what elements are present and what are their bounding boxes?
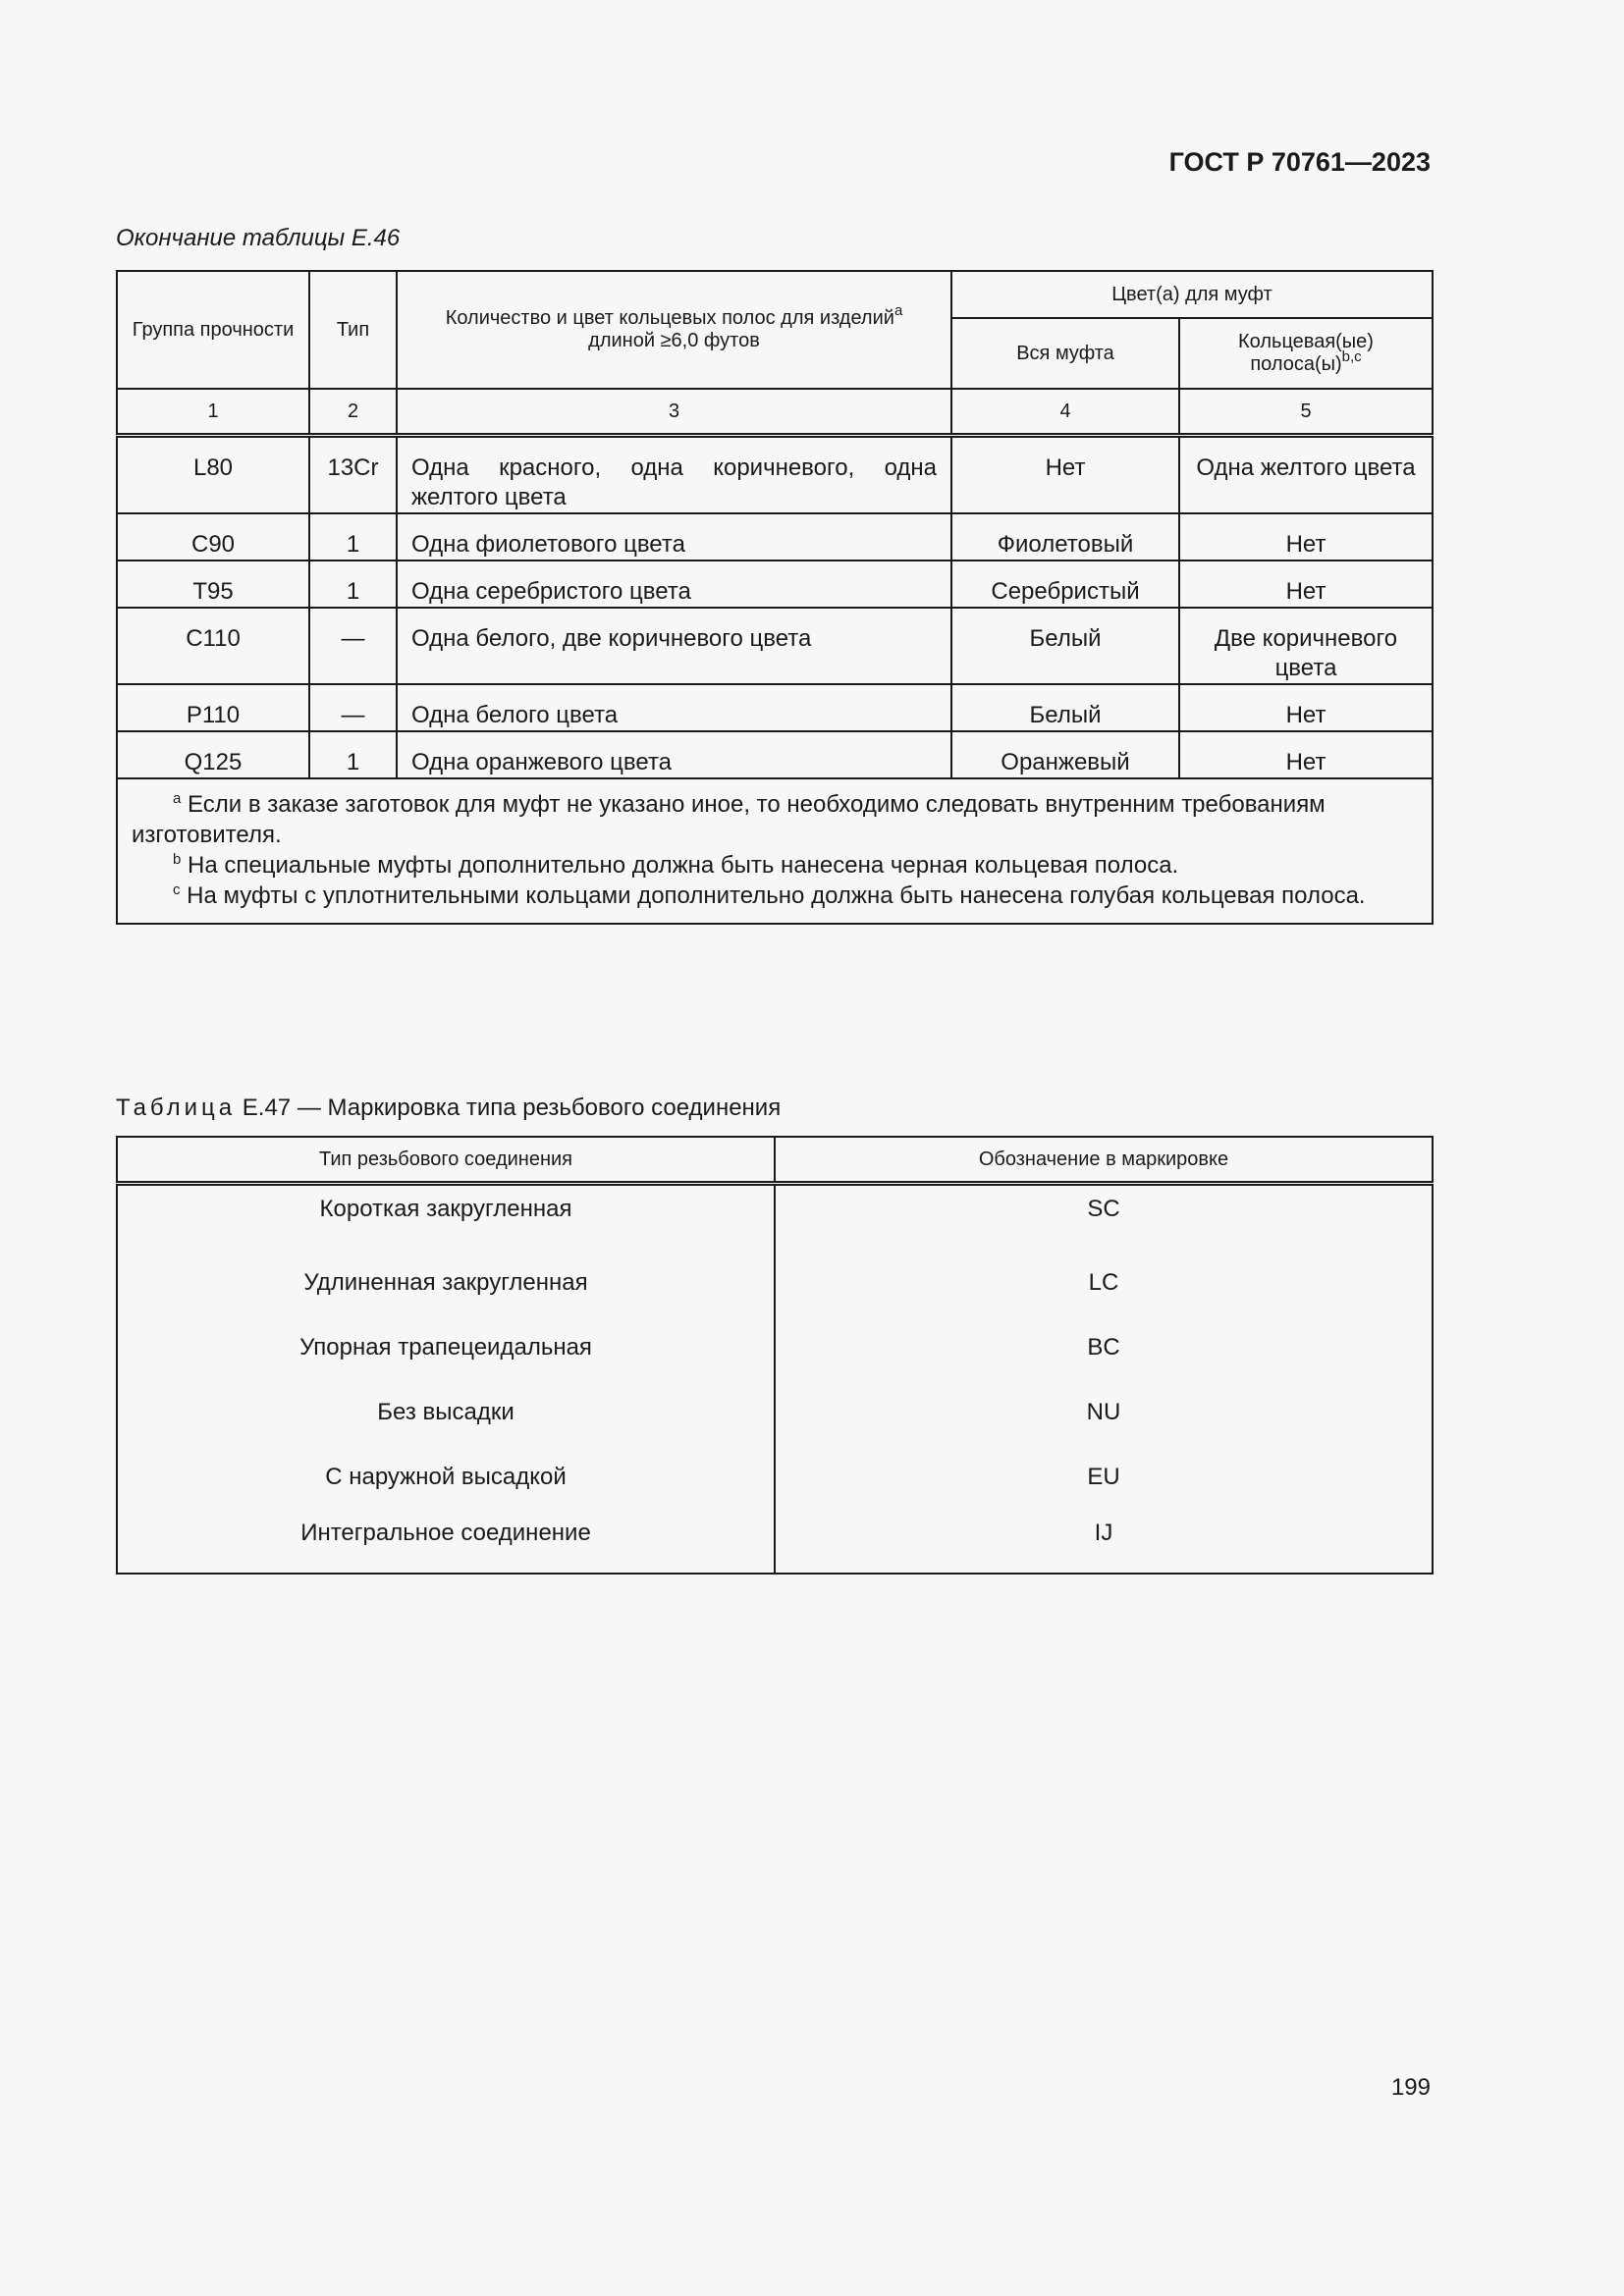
header-thread-type: Тип резьбового соединения (117, 1137, 775, 1184)
table-e47 (116, 1136, 1434, 1575)
footnote-mark: a (173, 790, 182, 807)
column-number: 1 (117, 389, 309, 436)
cell-marking: BC (775, 1315, 1433, 1380)
cell-whole: Белый (951, 608, 1179, 684)
cell-marking: EU (775, 1445, 1433, 1510)
cell-marking: LC (775, 1251, 1433, 1315)
cell-group: L80 (117, 436, 309, 514)
cell-stripes: Одна серебристого цвета (397, 561, 951, 608)
cell-type: — (309, 608, 397, 684)
cell-type: 13Cr (309, 436, 397, 514)
table-row (117, 684, 1433, 731)
footnote (132, 850, 1418, 881)
footnote (132, 789, 1418, 850)
footnote-mark: c (173, 881, 181, 898)
cell-group: C110 (117, 608, 309, 684)
cell-ring: Нет (1179, 731, 1433, 778)
footnote-mark: b (173, 851, 182, 868)
cell-ring: Нет (1179, 513, 1433, 561)
table-row (117, 1315, 1433, 1380)
cell-thread-type: Без высадки (117, 1380, 775, 1445)
column-number: 2 (309, 389, 397, 436)
header-color-group: Цвет(а) для муфт (951, 271, 1433, 318)
header-ring-text: Кольцевая(ые) полоса(ы) (1238, 331, 1374, 375)
table-title: Е.47 — Маркировка типа резьбового соединения (242, 1095, 782, 1121)
header-stripes-text-2: длиной ≥6,0 футов (588, 330, 760, 351)
document-code: ГОСТ Р 70761—2023 (1168, 147, 1431, 177)
table-notes (117, 778, 1433, 924)
cell-marking: IJ (775, 1510, 1433, 1574)
cell-group: Q125 (117, 731, 309, 778)
cell-stripes: Одна красного, одна коричневого, одна желтого цвета (397, 436, 951, 514)
cell-whole: Фиолетовый (951, 513, 1179, 561)
page-number: 199 (1390, 2074, 1431, 2101)
cell-group: P110 (117, 684, 309, 731)
cell-marking: SC (775, 1184, 1433, 1252)
header-marking: Обозначение в маркировке (775, 1137, 1433, 1184)
table-row (117, 1380, 1433, 1445)
column-number: 5 (1179, 389, 1433, 436)
table-e47-caption (116, 1095, 781, 1122)
cell-whole: Нет (951, 436, 1179, 514)
table-row (117, 1445, 1433, 1510)
cell-stripes: Одна белого, две коричневого цвета (397, 608, 951, 684)
header-type: Тип (309, 271, 397, 389)
table-row (117, 1510, 1433, 1574)
cell-thread-type: Упорная трапецеидальная (117, 1315, 775, 1380)
table-row (117, 731, 1433, 778)
cell-type: 1 (309, 561, 397, 608)
table-row (117, 1251, 1433, 1315)
header-group: Группа прочности (117, 271, 309, 389)
cell-marking: NU (775, 1380, 1433, 1445)
cell-thread-type: Короткая закругленная (117, 1184, 775, 1252)
table-continuation-caption: Окончание таблицы Е.46 (116, 225, 401, 251)
cell-whole: Оранжевый (951, 731, 1179, 778)
table-row (117, 561, 1433, 608)
header-ring-stripes (1179, 318, 1433, 389)
cell-thread-type: Удлиненная закругленная (117, 1251, 775, 1315)
header-stripes (397, 271, 951, 389)
cell-type: 1 (309, 513, 397, 561)
footnote (132, 881, 1418, 911)
column-number: 4 (951, 389, 1179, 436)
cell-group: T95 (117, 561, 309, 608)
column-number: 3 (397, 389, 951, 436)
table-word: Таблица (116, 1095, 237, 1121)
table-row (117, 608, 1433, 684)
cell-group: C90 (117, 513, 309, 561)
footnote-text: На специальные муфты дополнительно должна быть нанесена черная кольцевая полоса. (188, 852, 1179, 879)
cell-type: — (309, 684, 397, 731)
table-e46 (116, 270, 1434, 925)
table-row (117, 1184, 1433, 1252)
cell-thread-type: Интегральное соединение (117, 1510, 775, 1574)
footnote-mark: b,c (1341, 348, 1362, 365)
column-number-row (117, 389, 1433, 436)
cell-whole: Белый (951, 684, 1179, 731)
footnote-text: На муфты с уплотнительными кольцами дополнительно должна быть нанесена голубая кольцевая полоса. (187, 882, 1366, 909)
cell-stripes: Одна фиолетового цвета (397, 513, 951, 561)
table-row (117, 513, 1433, 561)
cell-ring: Две коричневого цвета (1179, 608, 1433, 684)
cell-ring: Нет (1179, 561, 1433, 608)
table-row (117, 436, 1433, 514)
cell-stripes: Одна оранжевого цвета (397, 731, 951, 778)
footnote-text: Если в заказе заготовок для муфт не указано иное, то необходимо следовать внутренним требованиям изготовителя. (132, 791, 1326, 848)
cell-ring: Нет (1179, 684, 1433, 731)
cell-stripes: Одна белого цвета (397, 684, 951, 731)
header-whole-coupling: Вся муфта (951, 318, 1179, 389)
footnote-mark: a (893, 302, 903, 319)
table-notes-row (117, 778, 1433, 924)
cell-thread-type: С наружной высадкой (117, 1445, 775, 1510)
cell-type: 1 (309, 731, 397, 778)
cell-whole: Серебристый (951, 561, 1179, 608)
header-stripes-text: Количество и цвет кольцевых полос для изделий (445, 307, 894, 329)
cell-ring: Одна желтого цвета (1179, 436, 1433, 514)
